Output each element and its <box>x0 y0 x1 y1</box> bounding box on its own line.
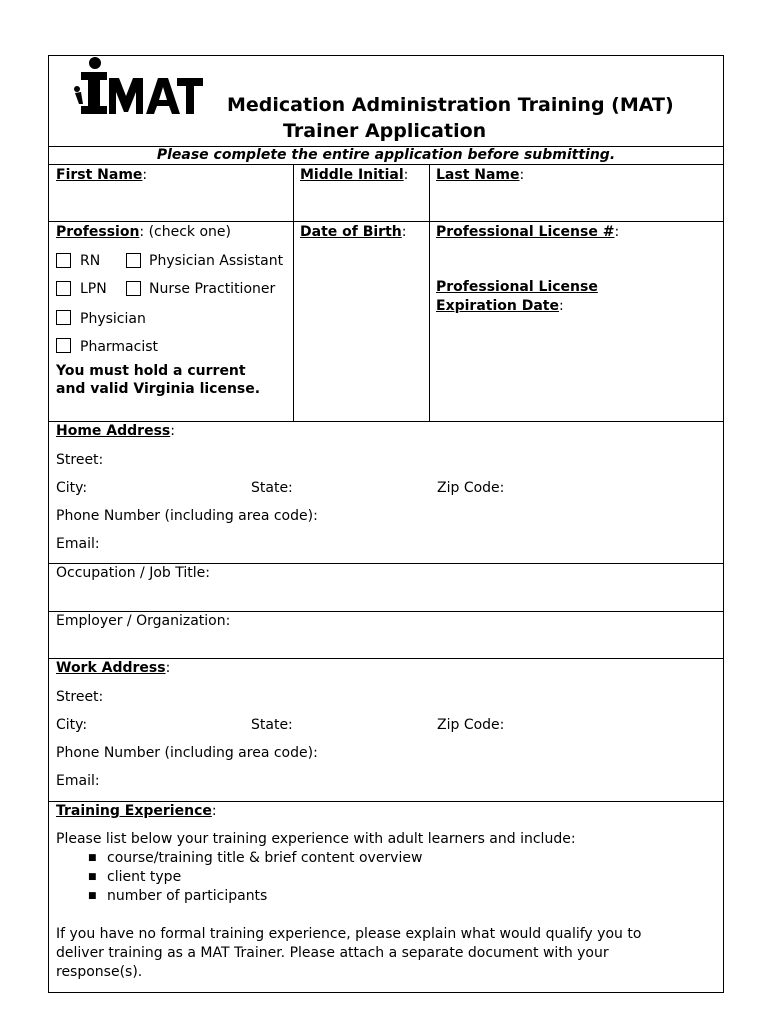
bullet-icon: ■ <box>88 872 97 882</box>
training-paragraph: If you have no formal training experience, please explain what would qualify you to <box>56 926 642 942</box>
middle-initial-label: Middle Initial <box>300 167 404 183</box>
rn-checkbox[interactable] <box>56 253 71 268</box>
license-number-field[interactable]: Professional License #: <box>436 224 620 240</box>
license-expiration-label: Professional License <box>436 279 598 295</box>
divider <box>49 658 723 659</box>
middle-initial-field[interactable]: Middle Initial: <box>300 167 409 183</box>
work-state-field[interactable]: State: <box>251 717 293 733</box>
pharmacist-checkbox[interactable] <box>56 338 71 353</box>
license-number-label: Professional License # <box>436 224 615 240</box>
employer-field[interactable]: Employer / Organization: <box>56 613 231 629</box>
work-street-field[interactable]: Street: <box>56 689 104 705</box>
rn-label: RN <box>80 253 101 269</box>
list-item: client type <box>107 869 182 885</box>
training-intro: Please list below your training experience with adult learners and include: <box>56 831 576 847</box>
mat-logo <box>73 56 203 118</box>
training-paragraph-line3: response(s). <box>56 964 143 980</box>
divider <box>293 164 294 421</box>
divider <box>49 164 723 165</box>
form-title: Medication Administration Training (MAT) <box>227 94 674 116</box>
work-city-field[interactable]: City: <box>56 717 88 733</box>
occupation-field[interactable]: Occupation / Job Title: <box>56 565 210 581</box>
physician-label: Physician <box>80 311 146 327</box>
bullet-icon: ■ <box>88 853 97 863</box>
home-zip-field[interactable]: Zip Code: <box>437 480 505 496</box>
work-email-field[interactable]: Email: <box>56 773 100 789</box>
lpn-checkbox[interactable] <box>56 281 71 296</box>
training-paragraph-line2: deliver training as a MAT Trainer. Please attach a separate document with your <box>56 945 609 961</box>
license-note-line2: and valid Virginia license. <box>56 381 261 397</box>
nurse-practitioner-checkbox[interactable] <box>126 281 141 296</box>
pharmacist-label: Pharmacist <box>80 339 158 355</box>
form-header <box>49 56 723 147</box>
divider <box>49 563 723 564</box>
physician-assistant-checkbox[interactable] <box>126 253 141 268</box>
home-street-field[interactable]: Street: <box>56 452 104 468</box>
date-of-birth-field[interactable]: Date of Birth: <box>300 224 407 240</box>
home-phone-field[interactable]: Phone Number (including area code): <box>56 508 318 524</box>
first-name-label: First Name <box>56 167 143 183</box>
divider <box>429 164 430 421</box>
form-subtitle: Trainer Application <box>283 120 487 142</box>
lpn-label: LPN <box>80 281 107 297</box>
first-name-field[interactable]: First Name: <box>56 167 148 183</box>
home-city-field[interactable]: City: <box>56 480 88 496</box>
list-item: number of participants <box>107 888 268 904</box>
license-note: You must hold a current <box>56 363 246 379</box>
work-phone-field[interactable]: Phone Number (including area code): <box>56 745 318 761</box>
license-expiration-field[interactable]: Expiration Date: <box>436 298 564 314</box>
divider <box>49 801 723 802</box>
work-zip-field[interactable]: Zip Code: <box>437 717 505 733</box>
home-email-field[interactable]: Email: <box>56 536 100 552</box>
date-of-birth-label: Date of Birth <box>300 224 402 240</box>
last-name-field[interactable]: Last Name: <box>436 167 525 183</box>
list-item: course/training title & brief content overview <box>107 850 423 866</box>
profession-heading: Profession: (check one) <box>56 224 232 240</box>
bullet-icon: ■ <box>88 891 97 901</box>
divider <box>49 611 723 612</box>
last-name-label: Last Name <box>436 167 520 183</box>
home-state-field[interactable]: State: <box>251 480 293 496</box>
physician-assistant-label: Physician Assistant <box>149 253 284 269</box>
divider <box>49 221 723 222</box>
home-address-heading: Home Address: <box>56 423 175 439</box>
divider <box>49 421 723 422</box>
work-address-heading: Work Address: <box>56 660 171 676</box>
application-form <box>48 55 724 993</box>
physician-checkbox[interactable] <box>56 310 71 325</box>
nurse-practitioner-label: Nurse Practitioner <box>149 281 276 297</box>
instructions: Please complete the entire application before submitting. <box>156 147 616 163</box>
training-experience-heading: Training Experience: <box>56 803 217 819</box>
